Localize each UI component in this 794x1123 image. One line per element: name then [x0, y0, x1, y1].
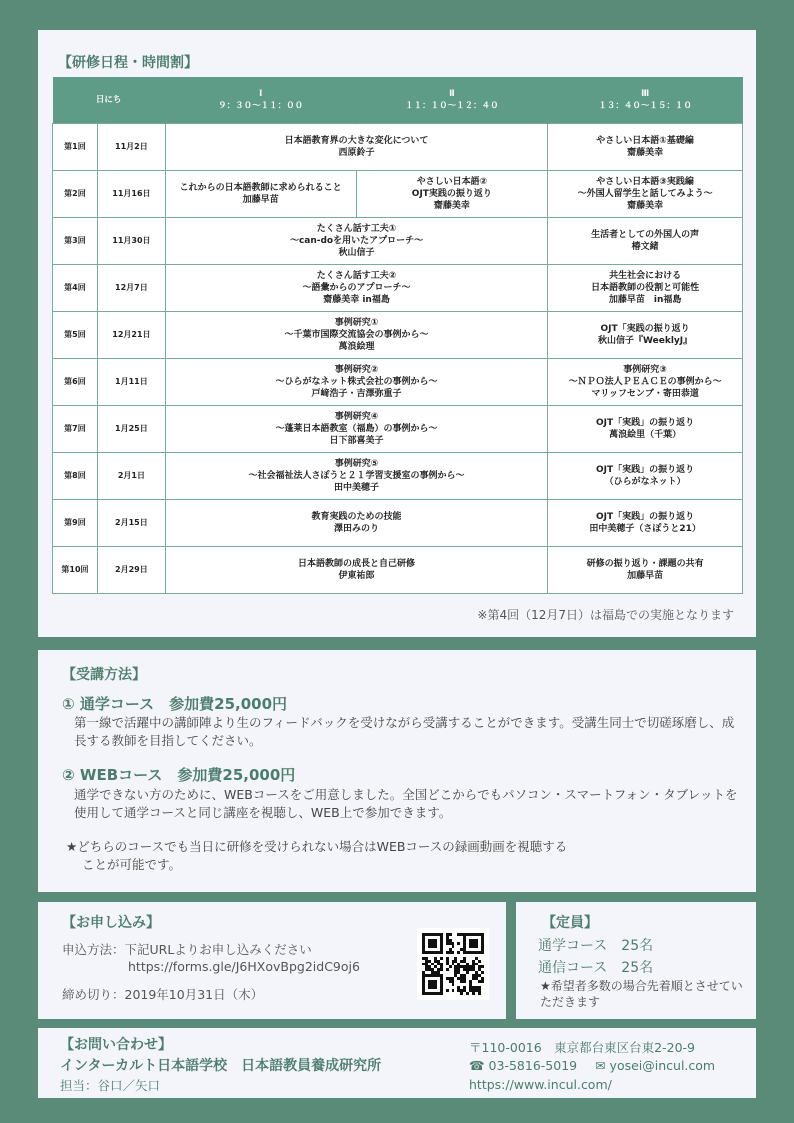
- period-3-cell: 研修の振り返り・課題の共有 加藤早苗: [548, 546, 743, 593]
- session-date: 1月11日: [97, 358, 165, 405]
- schedule-row: [53, 170, 743, 217]
- session-number: 第4回: [53, 264, 98, 311]
- period-1-2-cell: 事例研究① 〜千葉市国際交流協会の事例から〜 萬浪絵理: [165, 311, 547, 358]
- session-date: 2月29日: [97, 546, 165, 593]
- period-1-2-cell: 日本語教育界の大きな変化について 西原鈴子: [165, 123, 547, 170]
- schedule-note: ※第4回（12月7日）は福島での実施となります: [477, 608, 734, 622]
- period-3-cell: 共生社会における 日本語教師の役割と可能性 加藤早苗 in福島: [548, 264, 743, 311]
- session-number: 第6回: [53, 358, 98, 405]
- capacity-line2: 通信コース 25名: [538, 960, 654, 976]
- period-1-2-cell: 事例研究② 〜ひらがなネット株式会社の事例から〜 戸﨑浩子・吉澤弥重子: [165, 358, 547, 405]
- period-3-cell: やさしい日本語③実践編 〜外国人留学生と話してみよう〜 齋藤美幸: [548, 170, 743, 217]
- period-1-header: Ⅰ ９：３０〜１１：００: [165, 77, 356, 123]
- contact-website[interactable]: https://www.incul.com/: [469, 1077, 612, 1092]
- session-date: 2月15日: [97, 499, 165, 546]
- session-number: 第5回: [53, 311, 98, 358]
- qr-code[interactable]: [417, 928, 489, 1000]
- schedule-row: [53, 358, 743, 405]
- period-3-cell: 事例研究③ 〜ＮＰＯ法人ＰＥＡＣＥの事例から〜 マリッフセンブ・寄田恭道: [548, 358, 743, 405]
- session-number: 第2回: [53, 170, 98, 217]
- schedule-section: [38, 30, 756, 637]
- schedule-body: [53, 123, 743, 593]
- period-3-cell: OJT「実践」の振り返り 田中美穂子（さぽうと21）: [548, 499, 743, 546]
- schedule-row: [53, 499, 743, 546]
- period-3-cell: OJT「実践の振り返り 秋山信子『WeeklyJ』: [548, 311, 743, 358]
- session-date: 1月25日: [97, 405, 165, 452]
- period-3-cell: OJT「実践」の振り返り 萬浪絵里（千葉）: [548, 405, 743, 452]
- schedule-row: [53, 311, 743, 358]
- date-col-header: 日にち: [53, 77, 166, 123]
- period-2-header: Ⅱ １１：１０〜１２：４０: [356, 77, 548, 123]
- period-3-header: Ⅲ １３：４０〜１５：１０: [548, 77, 743, 123]
- period-1-2-cell: 教育実践のための技能 澤田みのり: [165, 499, 547, 546]
- schedule-heading: 【研修日程・時間割】: [58, 55, 198, 71]
- session-date: 12月21日: [97, 311, 165, 358]
- session-number: 第8回: [53, 452, 98, 499]
- capacity-heading: 【定員】: [542, 915, 598, 931]
- method-section: [38, 650, 756, 892]
- contact-phone[interactable]: 03-5816-5019: [488, 1058, 578, 1073]
- session-date: 11月16日: [97, 170, 165, 217]
- period-2-cell: やさしい日本語② OJT実践の振り返り 齋藤美幸: [356, 170, 548, 217]
- session-number: 第9回: [53, 499, 98, 546]
- apply-deadline: 締め切り：2019年10月31日（木）: [62, 987, 264, 1002]
- schedule-row: [53, 123, 743, 170]
- schedule-header-row: [53, 77, 743, 123]
- period-1-2-cell: たくさん話す工夫① 〜can-doを用いたアプローチ〜 秋山信子: [165, 217, 547, 264]
- contact-address: 〒110-0016 東京都台東区台東2-20-9: [469, 1040, 696, 1055]
- capacity-note: ★希望者多数の場合先着順とさせていただきます: [540, 979, 743, 1009]
- contact-org: インターカルト日本語学校 日本語教員養成研究所: [60, 1058, 382, 1074]
- method-note-line1: ★どちらのコースでも当日に研修を受けられない場合はWEBコースの録画動画を視聴する: [66, 839, 568, 854]
- apply-url-link[interactable]: https://forms.gle/J6HXovBpg2idC9oj6: [128, 959, 360, 974]
- mail-icon: ✉: [595, 1058, 610, 1073]
- schedule-row: [53, 405, 743, 452]
- schedule-row: [53, 264, 743, 311]
- session-date: 11月30日: [97, 217, 165, 264]
- contact-email[interactable]: yosei@incul.com: [609, 1058, 716, 1073]
- contact-phone-row: [469, 1058, 715, 1073]
- period-3-cell: OJT「実践」の振り返り （ひらがなネット）: [548, 452, 743, 499]
- period-3-cell: 生活者としての外国人の声 椿文緒: [548, 217, 743, 264]
- session-number: 第10回: [53, 546, 98, 593]
- course2-title: ② WEBコース 参加費25,000円: [62, 766, 296, 784]
- schedule-row: [53, 452, 743, 499]
- period-1-cell: これからの日本語教師に求められること 加藤早苗: [165, 170, 356, 217]
- apply-section: [38, 902, 506, 1019]
- period-1-2-cell: 事例研究④ 〜蓬莱日本語教室（福島）の事例から〜 日下部喜美子: [165, 405, 547, 452]
- method-heading: 【受講方法】: [62, 667, 146, 683]
- capacity-section: [516, 902, 756, 1019]
- apply-method: 申込方法：下記URLよりお申し込みください: [62, 942, 312, 957]
- capacity-line1: 通学コース 25名: [538, 938, 654, 954]
- session-number: 第7回: [53, 405, 98, 452]
- session-date: 12月7日: [97, 264, 165, 311]
- apply-heading: 【お申し込み】: [62, 915, 160, 931]
- period-3-cell: やさしい日本語①基礎編 齋藤美幸: [548, 123, 743, 170]
- period-1-2-cell: たくさん話す工夫② 〜語彙からのアプローチ〜 齋藤美幸 in福島: [165, 264, 547, 311]
- contact-person: 担当：谷口／矢口: [60, 1078, 161, 1093]
- contact-section: [38, 1028, 756, 1098]
- schedule-row: [53, 546, 743, 593]
- course1-desc: 第一線で活躍中の講師陣より生のフィードバックを受けながら受講することができます。受講生同士で切磋琢磨し、成長する教師を目指してください。: [74, 715, 735, 748]
- period-1-2-cell: 日本語教師の成長と自己研修 伊東祐郎: [165, 546, 547, 593]
- method-note-line2: ことが可能です。: [82, 857, 182, 872]
- course1-title: ① 通学コース 参加費25,000円: [62, 695, 288, 713]
- session-date: 11月2日: [97, 123, 165, 170]
- contact-heading: 【お問い合わせ】: [60, 1037, 172, 1053]
- session-number: 第3回: [53, 217, 98, 264]
- period-1-2-cell: 事例研究⑤ 〜社会福祉法人さぽうと２１学習支援室の事例から〜 田中美穂子: [165, 452, 547, 499]
- schedule-table: [52, 77, 743, 594]
- course2-desc: 通学できない方のために、WEBコースをご用意しました。全国どこからでもパソコン・スマートフォン・タブレットを使用して通学コースと同じ講座を視聴し、WEB上で参加できます。: [74, 787, 738, 820]
- session-number: 第1回: [53, 123, 98, 170]
- schedule-row: [53, 217, 743, 264]
- phone-icon: ☎: [469, 1058, 489, 1073]
- session-date: 2月1日: [97, 452, 165, 499]
